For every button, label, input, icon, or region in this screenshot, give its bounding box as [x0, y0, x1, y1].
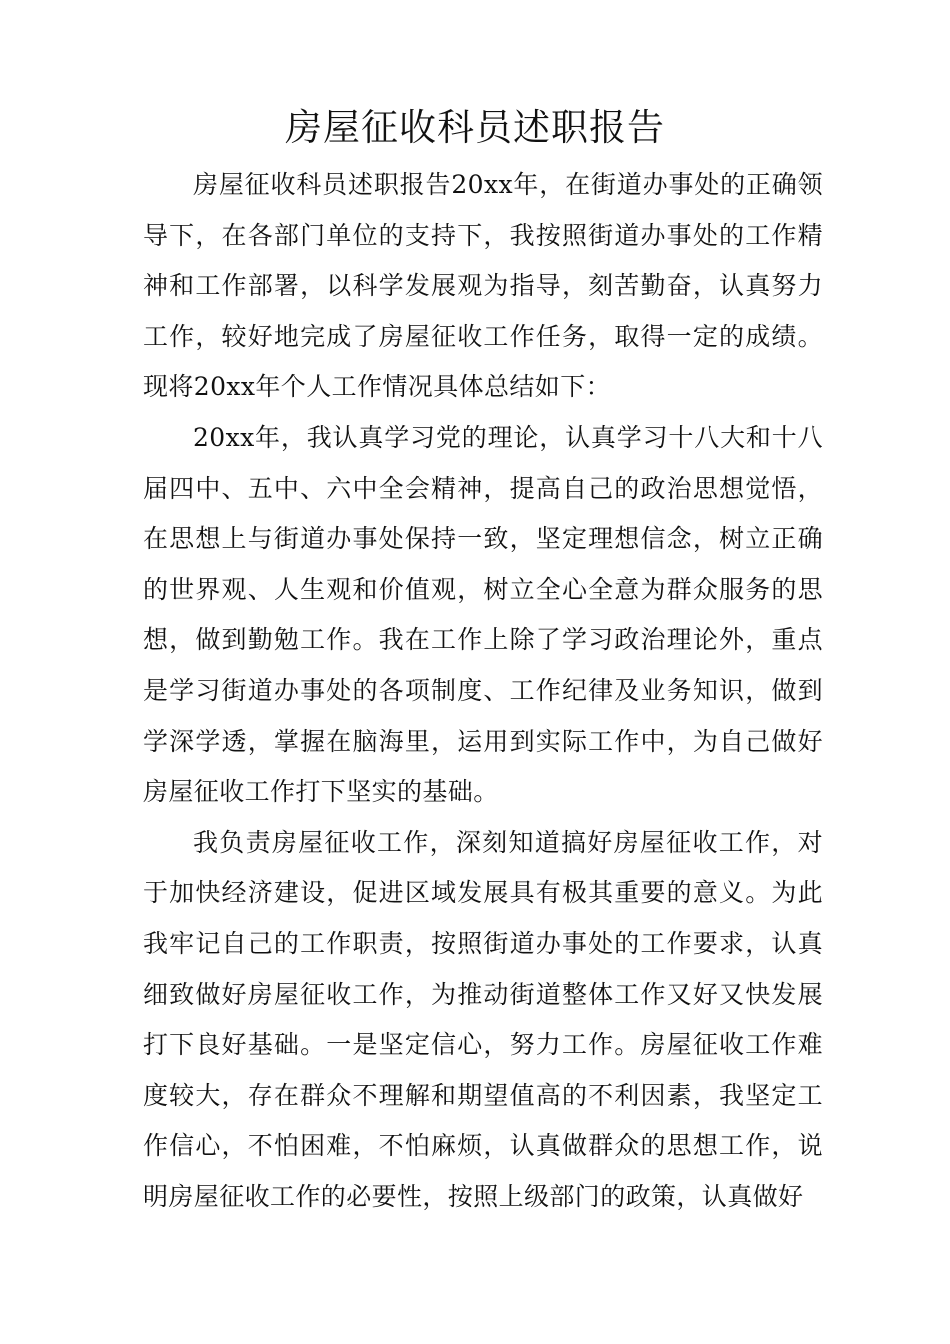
- paragraph-1: 房屋征收科员述职报告20xx年，在街道办事处的正确领导下，在各部门单位的支持下，我按照街道办事处的工作精神和工作部署，以科学发展观为指导，刻苦勤奋，认真努力工作，较好地完成了房屋征收工作任务，取得一定的成绩。现将20xx年个人工作情况具体总结如下：: [143, 170, 823, 402]
- paragraph-2: 20xx年，我认真学习党的理论，认真学习十八大和十八届四中、五中、六中全会精神，提高自己的政治思想觉悟，在思想上与街道办事处保持一致，坚定理想信念，树立正确的世界观、人生观和价值观，树立全心全意为群众服务的思想，做到勤勉工作。我在工作上除了学习政治理论外，重点是学习街道办事处的各项制度、工作纪律及业务知识，做到学深学透，掌握在脑海里，运用到实际工作中，为自己做好房屋征收工作打下坚实的基础。: [143, 422, 823, 807]
- paragraph-3: 我负责房屋征收工作，深刻知道搞好房屋征收工作，对于加快经济建设，促进区域发展具有极其重要的意义。为此我牢记自己的工作职责，按照街道办事处的工作要求，认真细致做好房屋征收工作，为推动街道整体工作又好又快发展打下良好基础。一是坚定信心，努力工作。房屋征收工作难度较大，存在群众不理解和期望值高的不利因素，我坚定工作信心，不怕困难，不怕麻烦，认真做群众的思想工作，说明房屋征收工作的必要性，按照上级部门的政策，认真做好: [143, 827, 823, 1211]
- document-body: [143, 160, 823, 1222]
- document-title: 房屋征收科员述职报告: [285, 106, 665, 149]
